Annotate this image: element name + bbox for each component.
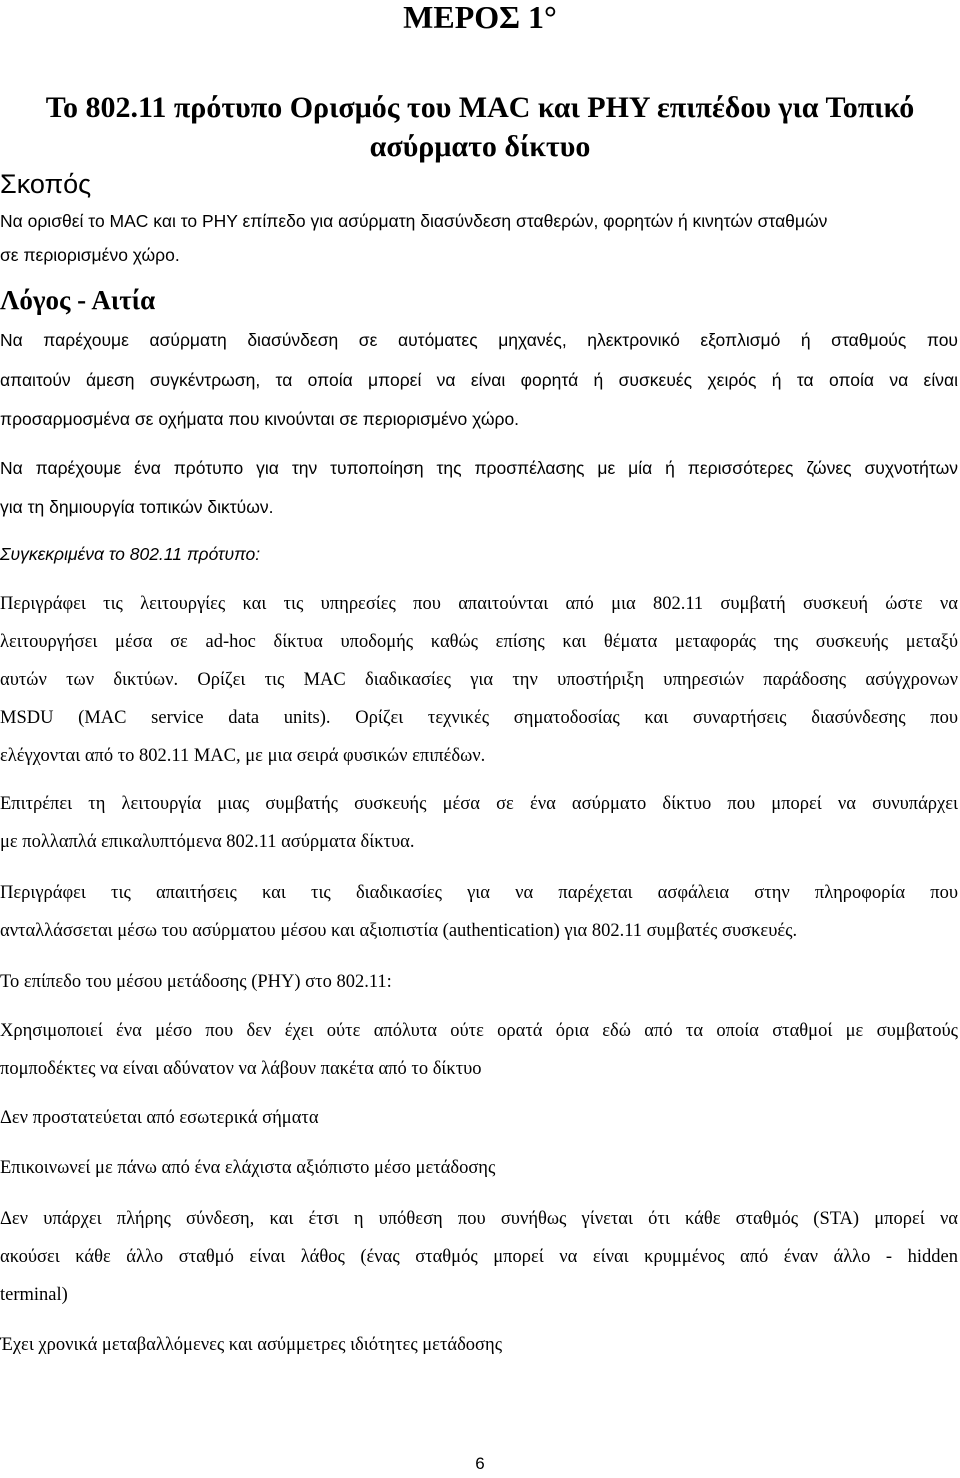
reason-p1-line-1: Να παρέχουμε ασύρματη διασύνδεση σε αυτόματες μηχανές, ηλεκτρονικό εξοπλισμό ή σταθμούς που: [0, 330, 958, 350]
reason-heading: Λόγος - Αιτία: [0, 285, 156, 315]
reason-p2-line-1: Να παρέχουμε ένα πρότυπο για την τυποποίηση της προσπέλασης με μία ή περισσότερες ζώνες συχνοτήτων: [0, 458, 958, 478]
page-number: 6: [475, 1454, 485, 1473]
specifically-p1-line-3: αυτών των δικτύων. Ορίζει τις MAC διαδικασίες για την υποστήριξη υπηρεσιών παράδοσης ασύγχρονων: [0, 670, 958, 690]
specifically-p2-line-2: με πολλαπλά επικαλυπτόμενα 802.11 ασύρματα δίκτυα.: [0, 832, 415, 852]
phy-p1-line-1: Χρησιμοποιεί ένα μέσο που δεν έχει ούτε απόλυτα ούτε ορατά όρια εδώ από τα οποία σταθμοί με συμβατούς: [0, 1021, 958, 1041]
phy-p2: Δεν προστατεύεται από εσωτερικά σήματα: [0, 1108, 319, 1128]
reason-p2-line-2: για τη δημιουργία τοπικών δικτύων.: [0, 497, 274, 517]
purpose-line-2: σε περιορισμένο χώρο.: [0, 245, 180, 265]
phy-p1-line-2: πομποδέκτες να είναι αδύνατον να λάβουν πακέτα από το δίκτυο: [0, 1059, 482, 1079]
reason-p1-line-2: απαιτούν άμεση συγκέντρωση, τα οποία μπορεί να είναι φορητά ή συσκευές χειρός ή τα οποία να είναι: [0, 370, 958, 390]
purpose-heading: Σκοπός: [0, 169, 92, 199]
specifically-p1-line-1: Περιγράφει τις λειτουργίες και τις υπηρεσίες που απαιτούνται από μια 802.11 συμβατή συσκευή ώστε να: [0, 594, 958, 614]
phy-p3: Επικοινωνεί με πάνω από ένα ελάχιστα αξιόπιστο μέσο μετάδοσης: [0, 1158, 496, 1178]
phy-heading: Το επίπεδο του μέσου μετάδοσης (PHY) στο 802.11:: [0, 972, 392, 992]
specifically-p2-line-1: Επιτρέπει τη λειτουργία μιας συμβατής συσκευής μέσα σε ένα ασύρματο δίκτυο που μπορεί να συνυπάρχει: [0, 794, 958, 814]
specifically-heading: Συγκεκριμένα το 802.11 πρότυπο:: [0, 544, 261, 564]
specifically-p1-line-2: λειτουργήσει μέσα σε ad-hoc δίκτυα υποδομής καθώς επίσης και θέματα μεταφοράς της συσκευής μεταξύ: [0, 632, 958, 652]
purpose-line-1: Να ορισθεί το MAC και το PHY επίπεδο για ασύρματη διασύνδεση σταθερών, φορητών ή κινητών σταθμών: [0, 211, 828, 231]
part-title: ΜΕΡΟΣ 1°: [403, 0, 557, 35]
phy-p4-line-2: ακούσει κάθε άλλο σταθμό είναι λάθος (ένας σταθμός μπορεί να είναι κρυμμένος από έναν άλλο - hidden: [0, 1247, 958, 1267]
reason-p1-line-3: προσαρμοσμένα σε οχήματα που κινούνται σε περιορισμένο χώρο.: [0, 409, 520, 429]
specifically-p1-line-5: ελέγχονται από το 802.11 MAC, με μια σειρά φυσικών επιπέδων.: [0, 746, 486, 766]
specifically-p3-line-2: ανταλλάσσεται μέσω του ασύρματου μέσου και αξιοπιστία (authentication) για 802.11 συμβατές συσκευές.: [0, 921, 798, 941]
phy-p5: Έχει χρονικά μεταβαλλόμενες και ασύμμετρες ιδιότητες μετάδοσης: [0, 1335, 503, 1355]
phy-p4-line-1: Δεν υπάρχει πλήρης σύνδεση, και έτσι η υπόθεση που συνήθως γίνεται ότι κάθε σταθμός (STA) μπορεί να: [0, 1209, 958, 1229]
main-title-line-2: ασύρματο δίκτυο: [369, 130, 591, 163]
phy-p4-line-3: terminal): [0, 1285, 68, 1305]
main-title-line-1: Το 802.11 πρότυπο Ορισμός του MAC και PHY επιπέδου για Τοπικό: [45, 91, 915, 124]
specifically-p1-line-4: MSDU (MAC service data units). Ορίζει τεχνικές σηματοδοσίας και συναρτήσεις διασύνδεσης που: [0, 708, 958, 728]
specifically-p3-line-1: Περιγράφει τις απαιτήσεις και τις διαδικασίες για να παρέχεται ασφάλεια στην πληροφορία που: [0, 883, 958, 903]
